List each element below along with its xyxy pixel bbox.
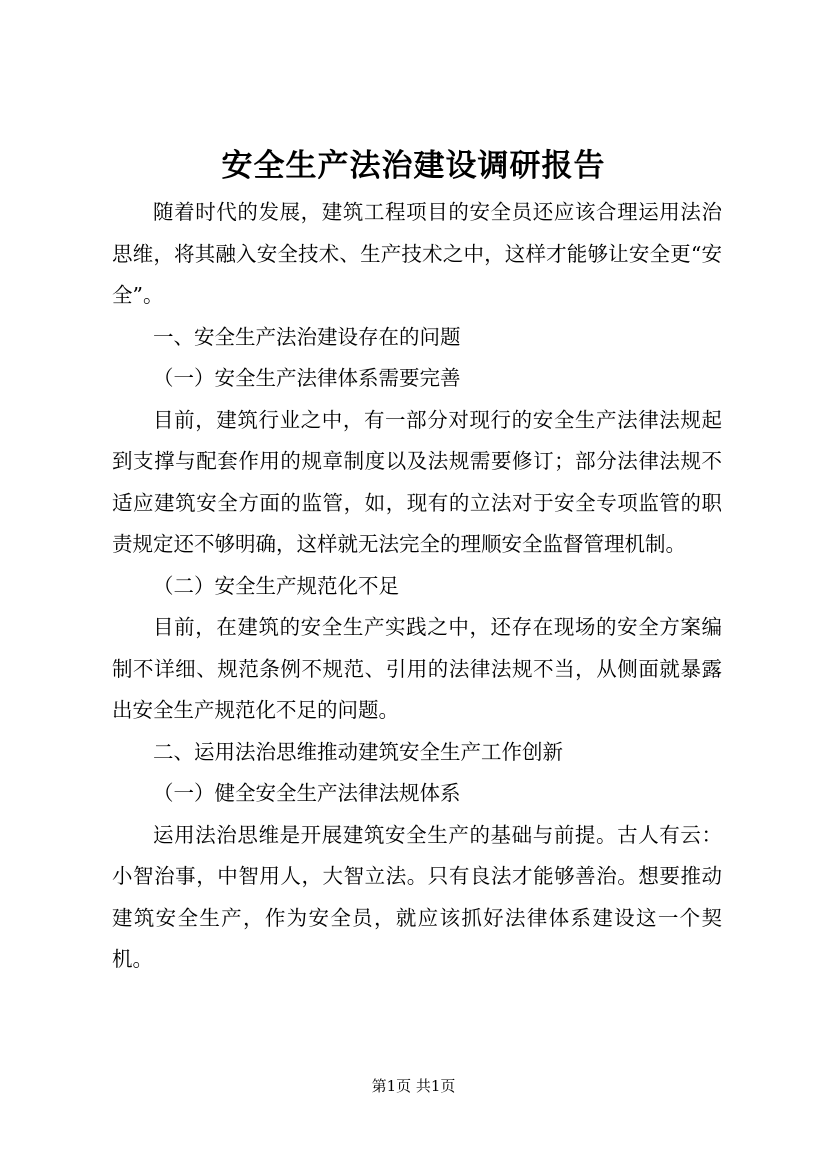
subsection-heading-2-1: （一）健全安全生产法律法规体系 xyxy=(153,781,461,805)
body-paragraph: 运用法治思维是开展建筑安全生产的基础与前提。古人有云：小智治事，中智用人，大智立法。只有良法才能够善治。想要推动建筑安全生产，作为安全员，就应该抓好法律体系建设这一个契机。 xyxy=(112,822,722,971)
section-heading-2: 二、运用法治思维推动建筑安全生产工作创新 xyxy=(153,739,563,764)
body-paragraph: 目前，在建筑的安全生产实践之中，还存在现场的安全方案编制不详细、规范条例不规范、引用的法律法规不当，从侧面就暴露出安全生产规范化不足的问题。 xyxy=(112,615,722,722)
page-footer: 第1页 共1页 xyxy=(371,1077,456,1095)
document-body xyxy=(112,192,722,981)
subsection-heading-1-1: （一）安全生产法律体系需要完善 xyxy=(153,366,461,390)
intro-paragraph: 随着时代的发展，建筑工程项目的安全员还应该合理运用法治思维，将其融入安全技术、生产技术之中，这样才能够让安全更“安全”。 xyxy=(112,200,722,307)
document-title: 安全生产法治建设调研报告 xyxy=(221,148,606,184)
body-paragraph: 目前，建筑行业之中，有一部分对现行的安全生产法律法规起到支撑与配套作用的规章制度以及法规需要修订；部分法律法规不适应建筑安全方面的监管，如，现有的立法对于安全专项监管的职责规定还不够明确，这样就无法完全的理顺安全监督管理机制。 xyxy=(112,407,722,556)
subsection-heading-1-2: （二）安全生产规范化不足 xyxy=(153,573,399,598)
section-heading-1: 一、安全生产法治建设存在的问题 xyxy=(153,324,461,349)
